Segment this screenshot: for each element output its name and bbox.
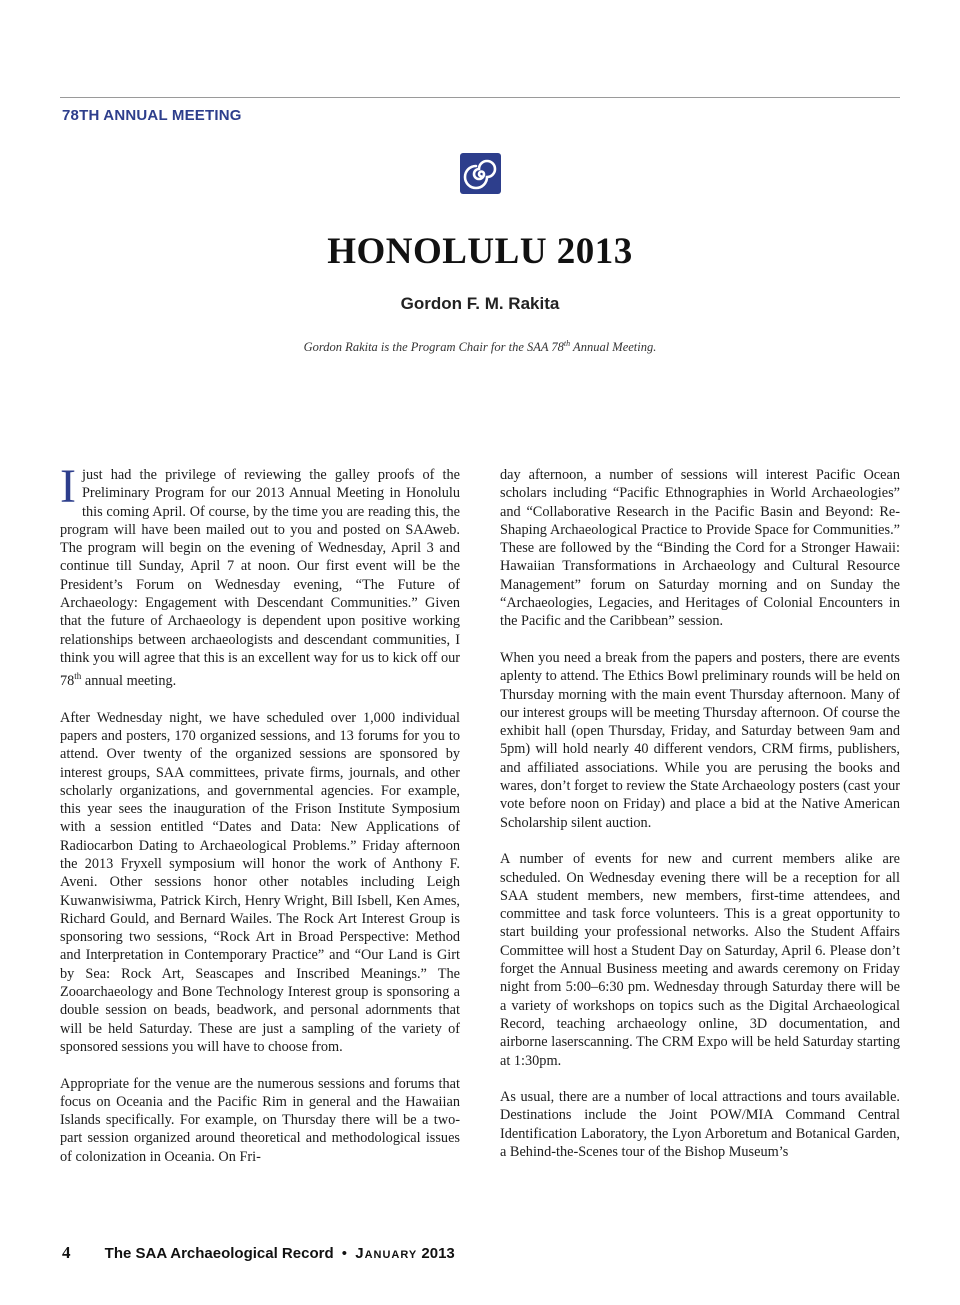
spiral-logo-icon xyxy=(460,153,501,194)
paragraph: After Wednesday night, we have scheduled over 1,000 individual papers and posters, 170 organized sessions, and 13 forums for you to attend. Over twenty of the organized sessions are sponsored by interest groups, SAA committees, private firms, journals, and other scholarly organizations, and governmental agencies. For example, this year sees the inauguration of the Frison Institute Symposium with a session entitled “Dates and Data: New Applications of Radiocarbon Dating to Archaeological Problems.” Friday afternoon the 2013 Fryxell symposium will honor the work of Anthony F. Aveni. Other sessions honor other notables including Leigh Kuwanwisiwma, Patrick Kirch, Henry Wright, Bill Isbell, Ken Ames, Richard Gould, and Bernard Wailes. The Rock Art Interest Group is sponsoring two sessions, “Rock Art in Broad Perspective: Method and Interpretation in Contemporary Practice” and “Our Land is Girt by Sea: Rock Art, Seascapes and Inscribed Meanings.” The Zooarchaeology and Bone Technology Interest group is sponsoring a double session on beads, beadwork, and personal adornments that will be held Saturday. These are just a sampling of the variety of sponsored sessions you will have to choose from. xyxy=(60,709,460,1055)
header-rule xyxy=(60,97,900,98)
right-column xyxy=(500,466,900,1180)
issue-month: January xyxy=(355,1245,418,1262)
page-number: 4 xyxy=(62,1243,71,1262)
paragraph: A number of events for new and current members alike are scheduled. On Wednesday evening there will be a reception for all SAA student members, new members, first-time attendees, and committee and task force volunteers. This is a great opportunity to start building your professional networks. Also the Student Affairs Committee will host a Student Day on Saturday, April 6. Please don’t forget the Annual Business meeting and awards ceremony on Friday night from 5:00–6:30 pm. Wednesday through Saturday there will be a variety of workshops on topics such as the Digital Archaeological Record, teaching archaeology online, 3D documentation, and airborne laserscanning. The CRM Expo will be held Saturday starting at 1:30pm. xyxy=(500,851,900,1069)
paragraph: day afternoon, a number of sessions will interest Pacific Ocean scholars including “Pacific Ethnographies in World Archaeologies” and “Collaborative Research in the Pacific Basin and Beyond: Re-Shaping Archaeological Practice to Provide Space for Communities.” These are followed by the “Binding the Cord for a Stronger Hawaii: Hawaiian Transformations in Archaeology and Cultural Resource Management” forum on Saturday morning and on Sunday the “Archaeologies, Legacies, and Heritages of Colonial Encounters in the Pacific and the Caribbean” session. xyxy=(500,467,900,630)
drop-cap: I xyxy=(60,460,76,513)
paragraph: Appropriate for the venue are the numerous sessions and forums that focus on Oceania and the Pacific Rim in general and the Hawaiian Islands specifically. For example, on Thursday there will be a two-part session organized around theoretical and methodological issues of colonization in Oceania. On Fri- xyxy=(60,1075,460,1165)
issue-year: 2013 xyxy=(421,1245,455,1262)
paragraph: Ijust had the privilege of reviewing the galley proofs of the Preliminary Program for our 2013 Annual Meeting in Honolulu this coming April. Of course, by the time you are reading this, the program will have been mailed out to you and posted on SAAweb. The program will begin on the evening of Wednesday, April 3 and continue till Sunday, April 7 at noon. Our first event will be the President’s Forum on Wednesday evening, “The Future of Archaeology: Engagement with Descendant Communities.” Given that the future of Archaeology is dependent upon positive working relationships between archaeologists and descendant communities, I think you will agree that this is an excellent way for us to kick off our 78th annual meeting. xyxy=(60,460,460,690)
left-column xyxy=(60,460,460,1184)
author-name: Gordon F. M. Rakita xyxy=(400,294,560,313)
section-label: 78TH ANNUAL MEETING xyxy=(62,107,242,124)
page-footer xyxy=(62,1243,455,1263)
page-title: HONOLULU 2013 xyxy=(327,231,633,272)
publication-name: The SAA Archaeological Record xyxy=(104,1245,334,1262)
footer-bullet: • xyxy=(341,1245,348,1262)
author-bio: Gordon Rakita is the Program Chair for the SAA 78th Annual Meeting. xyxy=(303,339,657,355)
paragraph: When you need a break from the papers and posters, there are events aplenty to attend. The Ethics Bowl preliminary rounds will be held on Thursday morning with the main event Thursday afternoon. Many of our interest groups will be meeting Thursday afternoon. Of course the exhibit hall (open Thursday, Friday, and Saturday between 9am and 5pm) will hold nearly 40 different vendors, CRM firms, publishers, and affiliated associations. While you are perusing the books and wares, don’t forget to review the State Archaeology posters (cast your vote before noon on Friday) and place a bid at the Native American Scholarship silent auction. xyxy=(500,649,900,831)
paragraph: As usual, there are a number of local attractions and tours available. Destinations include the Joint POW/MIA Command Central Identification Laboratory, the Lyon Arboretum and Botanical Garden, a Behind-the-Scenes tour of the Bishop Museum’s xyxy=(500,1089,900,1160)
